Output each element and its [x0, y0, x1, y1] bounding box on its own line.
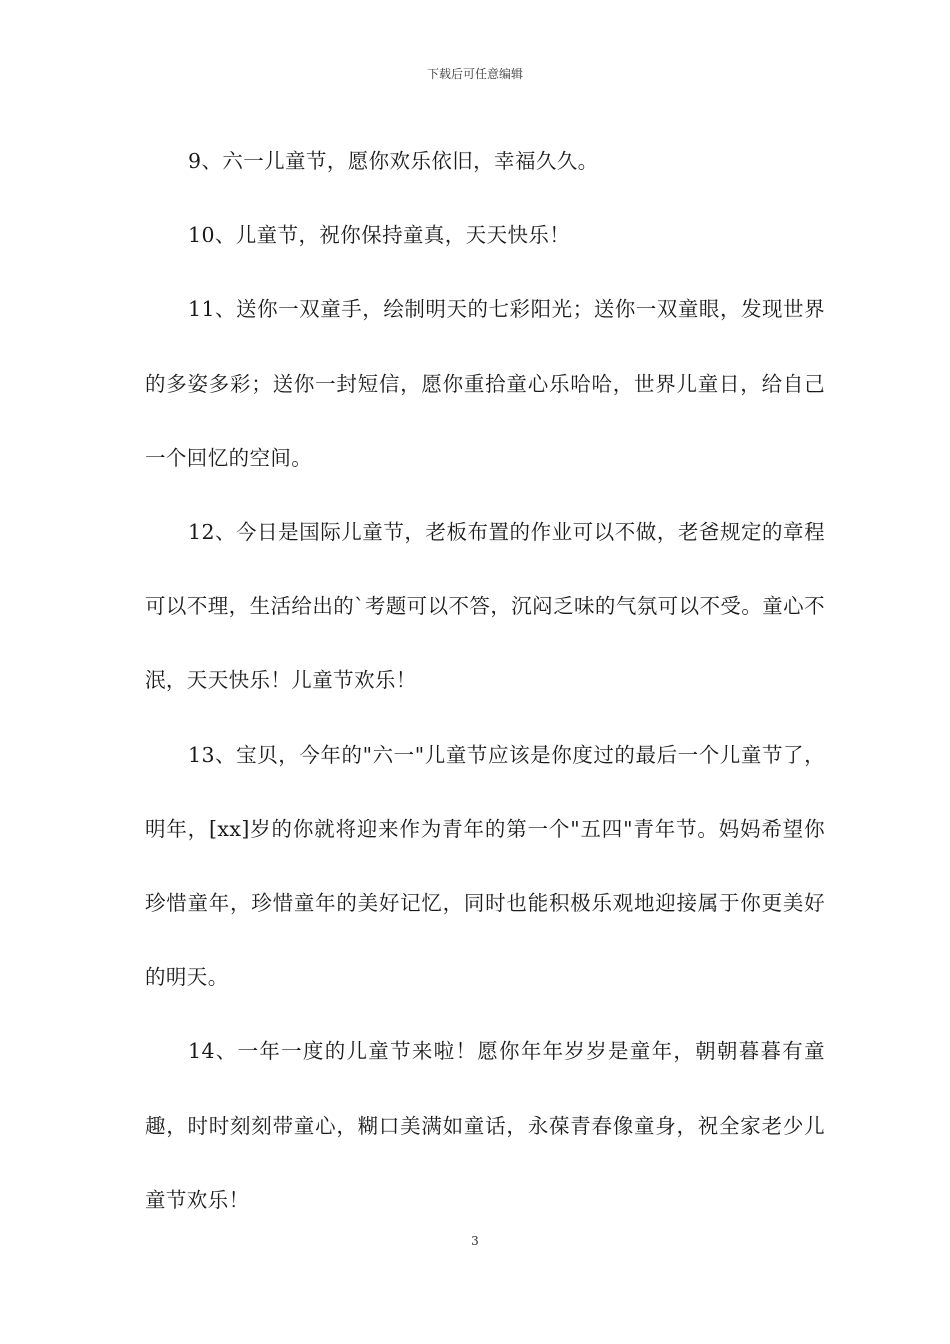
paragraph-item-9: 9、六一儿童节，愿你欢乐依旧，幸福久久。: [188, 149, 599, 173]
paragraph-item-11: 11、送你一双童手，绘制明天的七彩阳光；送你一双童眼，发现世界的多姿多彩；送你一封短信，愿你重拾童心乐哈哈，世界儿童日，给自己一个回忆的空间。: [145, 297, 825, 470]
document-body: [145, 124, 825, 1237]
page-number: 3: [471, 1234, 479, 1248]
paragraph-item-13: 13、宝贝，今年的"六一"儿童节应该是你度过的最后一个儿童节了，明年，[xx]岁的你就将迎来作为青年的第一个"五四"青年节。妈妈希望你珍惜童年，珍惜童年的美好记忆，同时也能积极乐观地迎接属于你更美好的明天。: [145, 742, 825, 990]
paragraph-item-14: 14、一年一度的儿童节来啦！愿你年年岁岁是童年，朝朝暮暮有童趣，时时刻刻带童心，糊口美满如童话，永葆青春像童身，祝全家老少儿童节欢乐！: [145, 1039, 825, 1212]
paragraph-item-10: 10、儿童节，祝你保持童真，天天快乐！: [188, 223, 571, 248]
paragraph-item-12: 12、今日是国际儿童节，老板布置的作业可以不做，老爸规定的章程可以不理，生活给出的`考题可以不答，沉闷乏味的气氛可以不受。童心不泯，天天快乐！儿童节欢乐！: [145, 520, 825, 693]
page-header: 下载后可任意编辑: [426, 67, 523, 81]
